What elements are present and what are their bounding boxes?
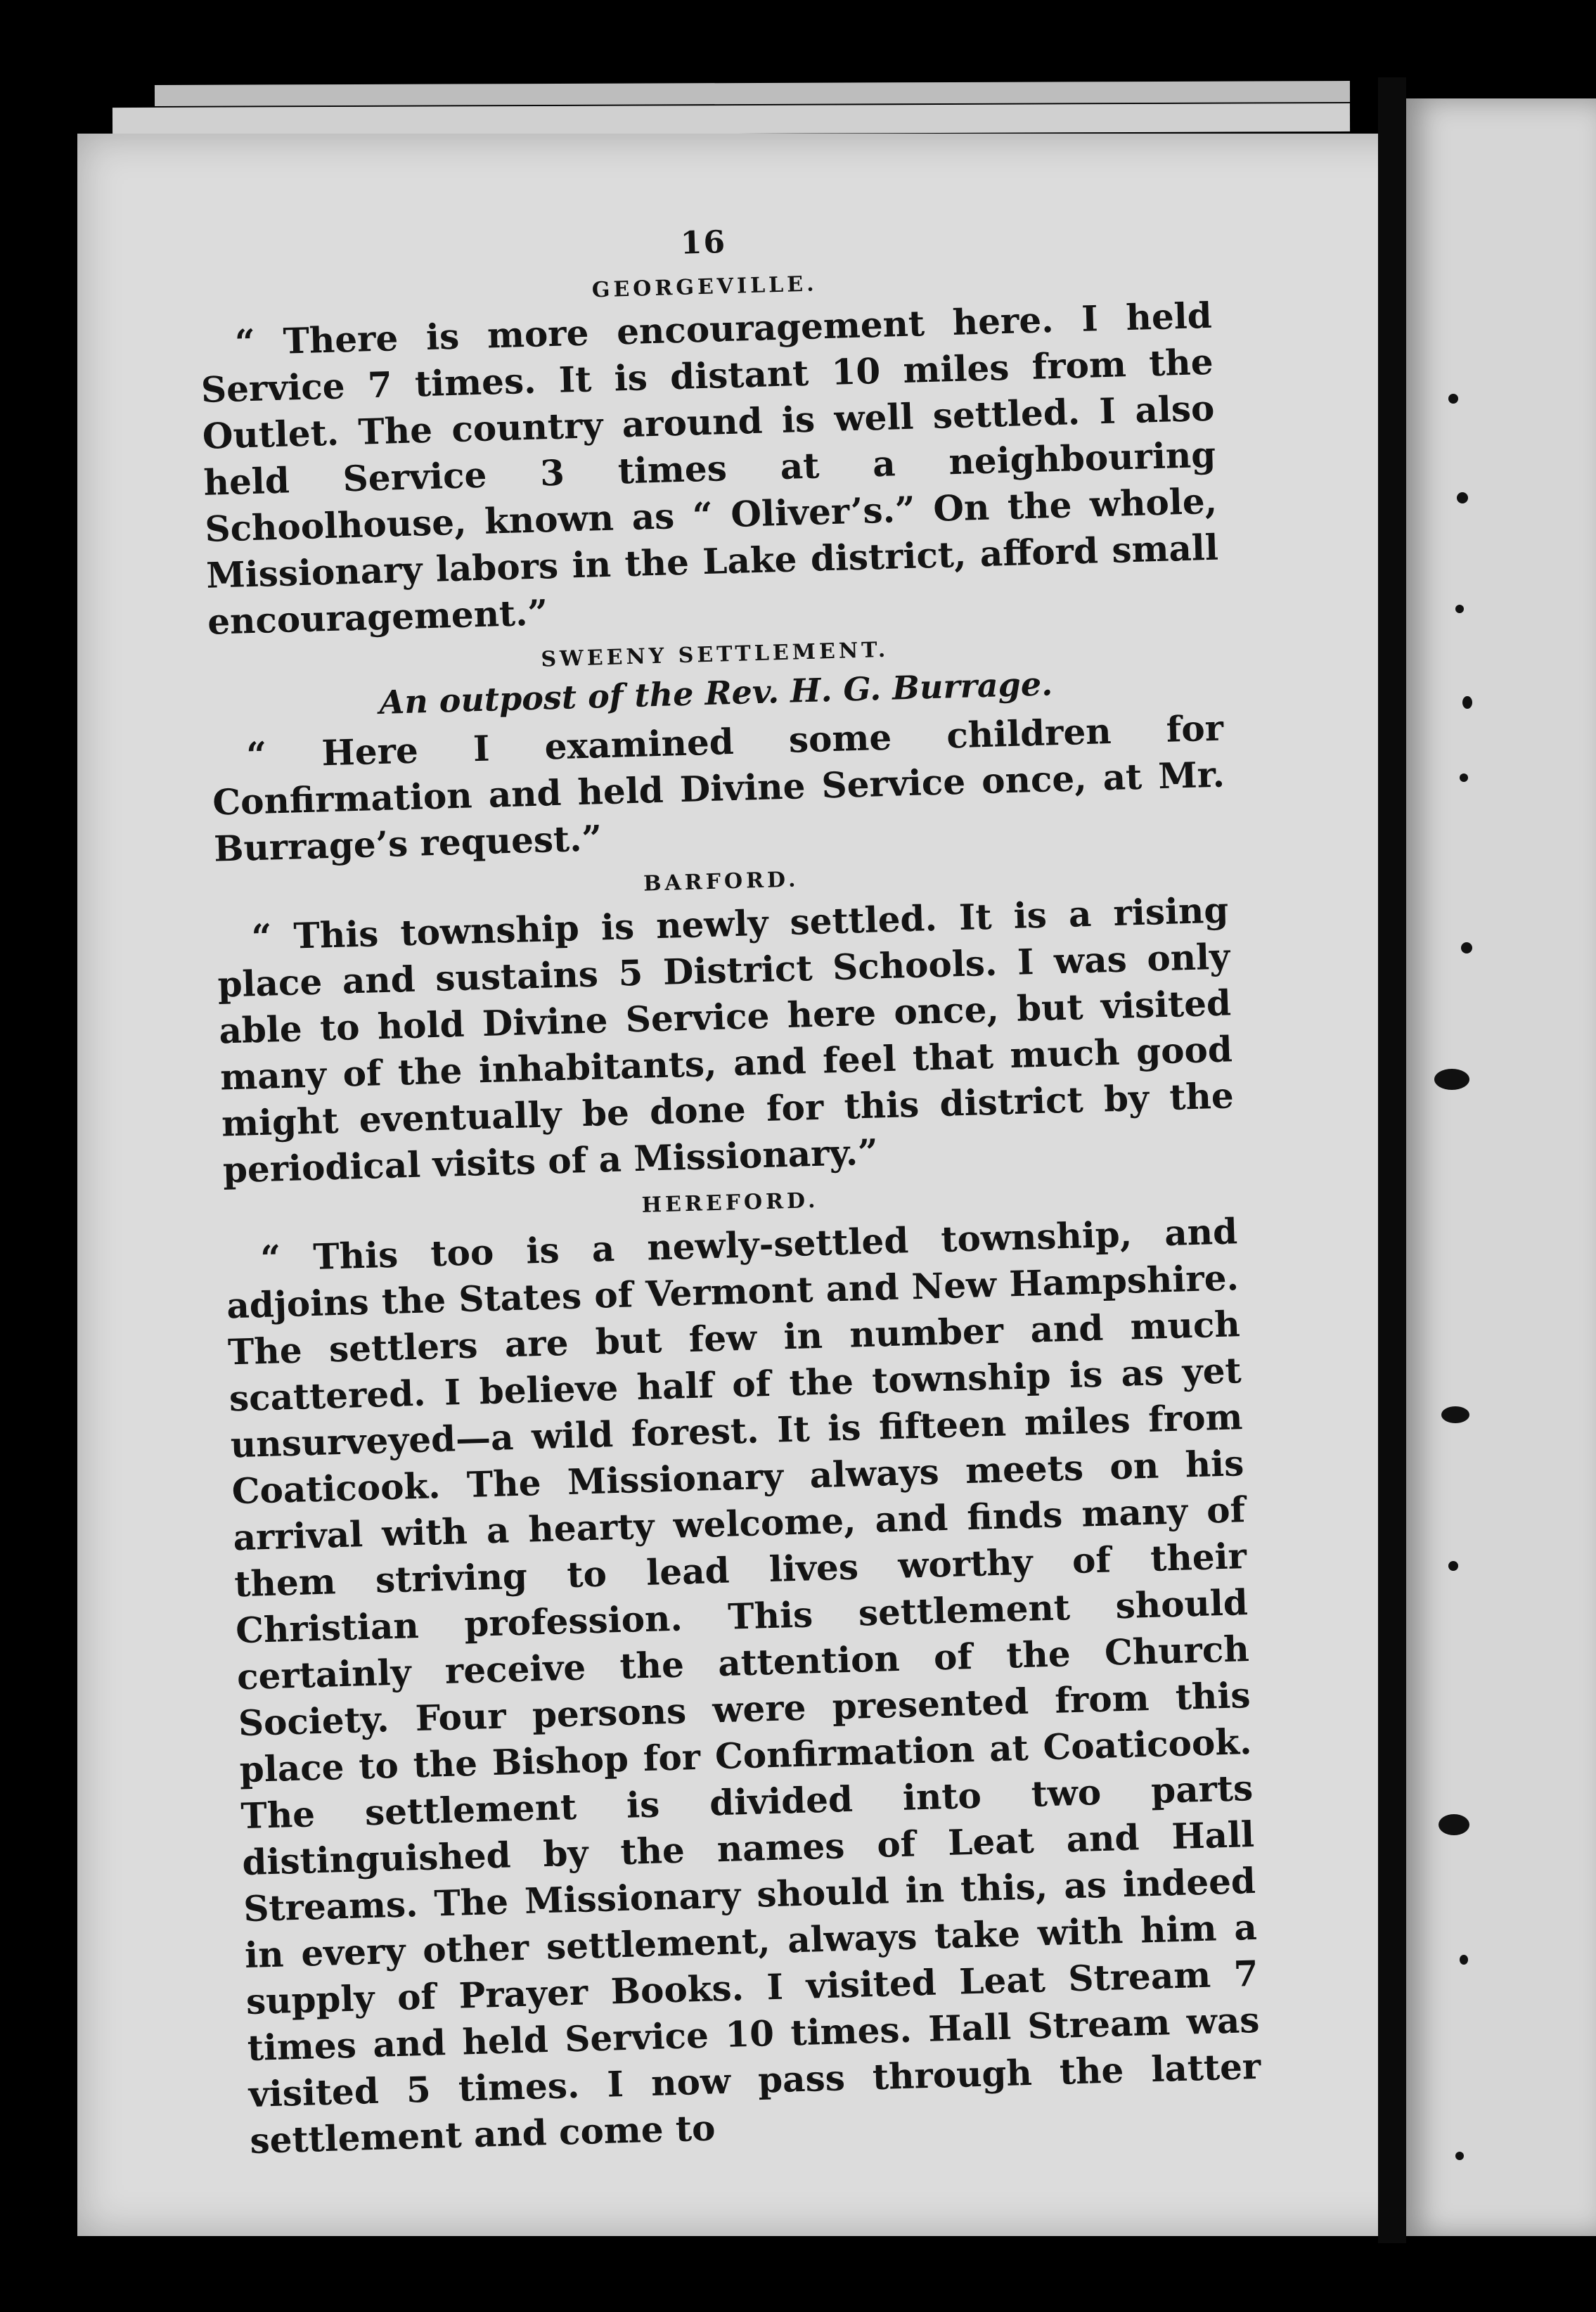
section-heading: GEORGEVILLE.	[591, 271, 818, 303]
section-paragraph: “ Here I examined some children for Confirmation and held Divine Service once, at Mr. Burrage’s request.”	[212, 707, 1225, 870]
ink-speck	[1455, 605, 1464, 613]
section-heading: HEREFORD.	[641, 1188, 819, 1218]
page-number: 16	[680, 224, 727, 262]
section-subheading: An outpost of the Rev. H. G. Burrage.	[378, 664, 1053, 721]
section-paragraph: “ There is more encouragement here. I held Service 7 times. It is distant 10 miles from the Outlet. The country around is well settled. I also held Service 3 times at a neighbouring Schoolhouse, known as “ Oliver’s.” On the whole, Missionary labors in the Lake district, afford small encouragement.”	[200, 294, 1219, 643]
ink-speck	[1439, 1814, 1469, 1835]
text-column	[197, 211, 1263, 2169]
ink-speck	[1460, 773, 1468, 782]
page-edge	[155, 81, 1350, 106]
section-paragraph: “ This township is newly settled. It is a rising place and sustains 5 District Schools. I was only able to hold Divine Service here once, but visited many of the inhabitants, and feel that much good might eventually be done for this district by the periodical visits of a Missionary.”	[217, 889, 1235, 1191]
right-page	[1406, 98, 1596, 2236]
ink-speck	[1434, 1069, 1469, 1090]
ink-speck	[1461, 942, 1472, 953]
section-heading: BARFORD.	[643, 867, 799, 897]
page-edge	[112, 103, 1350, 136]
ink-speck	[1448, 1561, 1458, 1571]
section-heading: SWEENY SETTLEMENT.	[540, 637, 889, 672]
book-gutter	[1378, 77, 1406, 2243]
ink-speck	[1448, 394, 1458, 404]
ink-speck	[1462, 696, 1472, 709]
ink-speck	[1457, 492, 1468, 503]
ink-speck	[1460, 1955, 1468, 1965]
ink-speck	[1441, 1406, 1469, 1423]
section-paragraph: “ This too is a newly-settled township, and adjoins the States of Vermont and New Hampshire. The settlers are but few in number and much scattered. I believe half of the township is as yet unsurveyed—a wild forest. It is fifteen miles from Coaticook. The Missionary always meets on his arrival with a hearty welcome, and finds many of them striving to lead lives worthy of their Christian profession. This settlement should certainly receive the attention of the Church Society. Four persons were presented from this place to the Bishop for Confirmation at Coaticook. The settlement is divided into two parts distinguished by the names of Leat and Hall Streams. The Missionary should in this, as indeed in every other settlement, always take with him a supply of Prayer Books. I visited Leat Stream 7 times and held Service 10 times. Hall Stream was visited 5 times. I now pass through the latter settlement and come to	[226, 1210, 1261, 2162]
ink-speck	[1455, 2152, 1464, 2160]
